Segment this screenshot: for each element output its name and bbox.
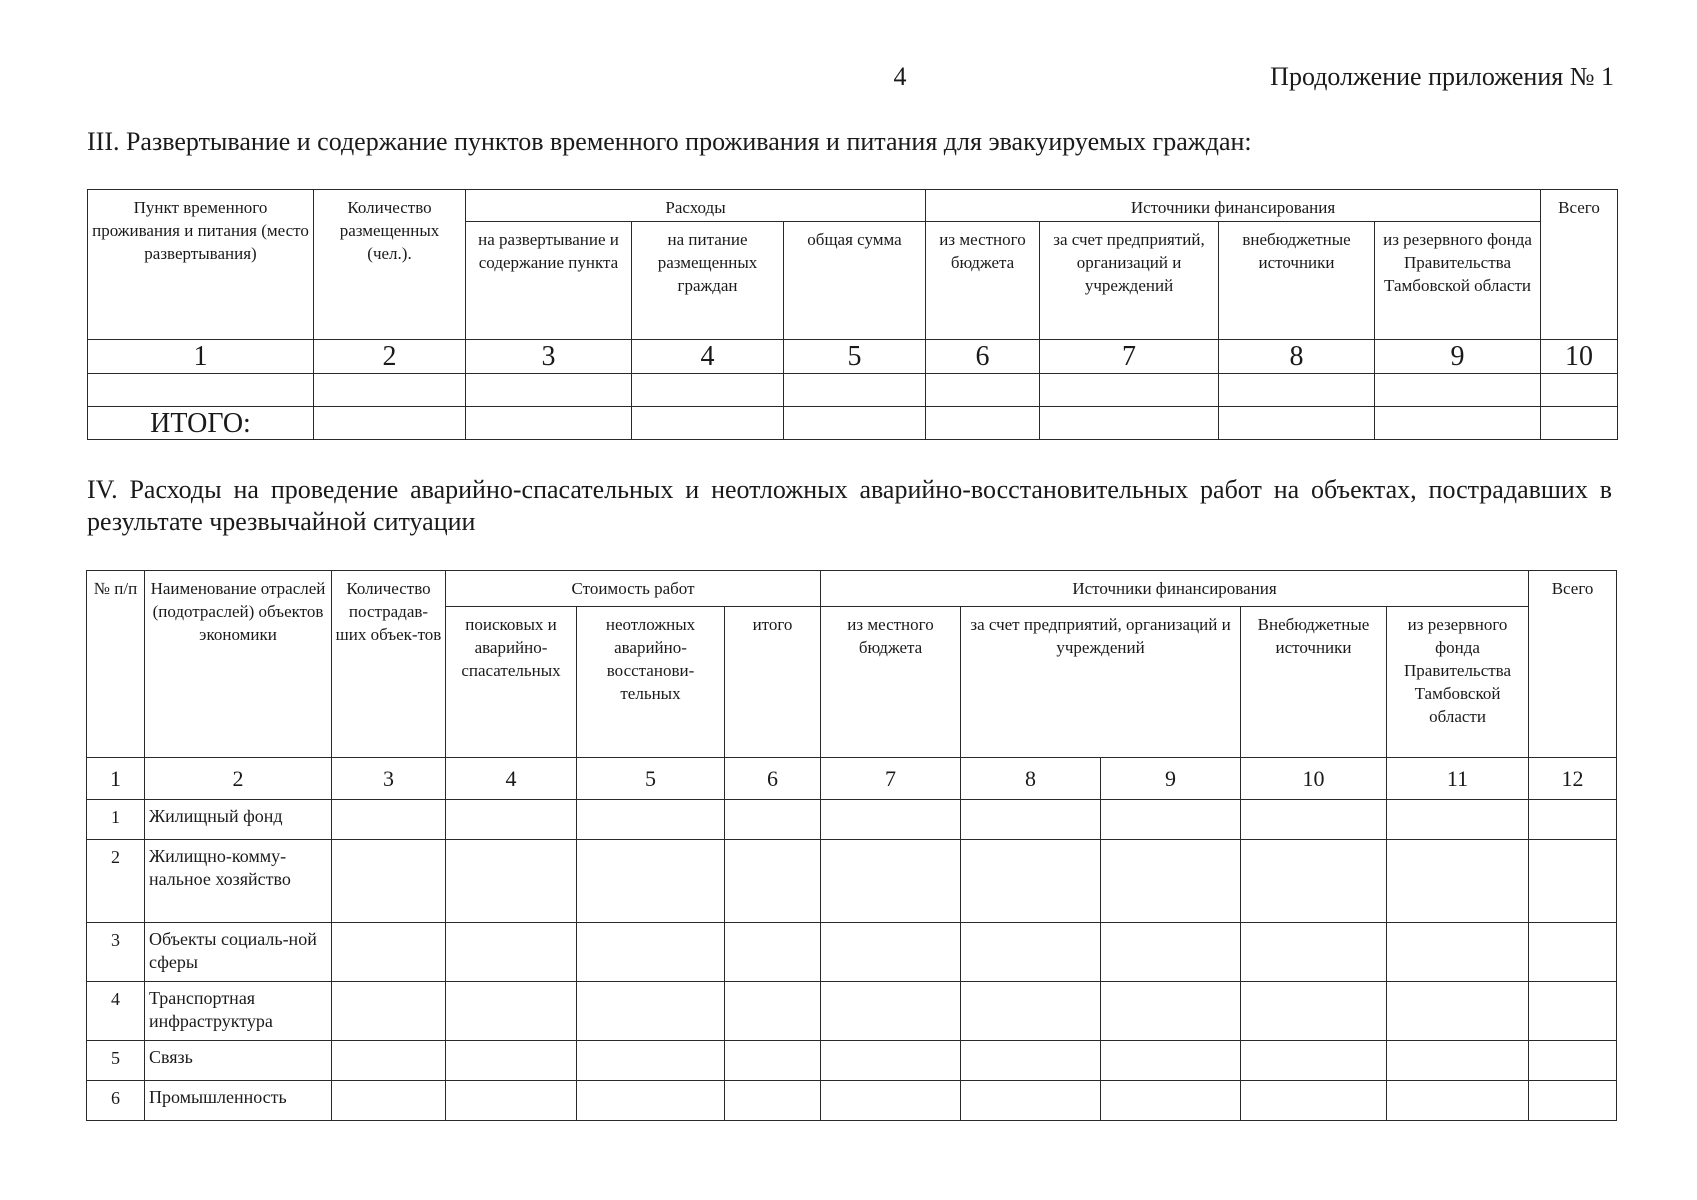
empty-cell [1387,1081,1529,1121]
header-sources: Источники финансирования [821,571,1529,607]
header-name: Наименование отраслей (подотраслей) объектов экономики [145,571,332,758]
empty-cell [332,1081,446,1121]
empty-cell [821,840,961,923]
empty-cell [1541,374,1618,407]
empty-cell [577,800,725,840]
empty-cell [961,1081,1101,1121]
header-count: Количество размещенных (чел.). [314,190,466,340]
empty-cell [725,1041,821,1081]
row-name: Промышленность [145,1081,332,1121]
header-cost-urgent: неотложных аварийно-восстанови-тельных [577,607,725,758]
empty-cell [1040,374,1219,407]
empty-cell [821,800,961,840]
column-number: 5 [784,340,926,374]
column-number: 4 [446,758,577,800]
empty-cell [1101,923,1241,982]
empty-cell [725,923,821,982]
empty-cell [577,840,725,923]
column-number: 8 [961,758,1101,800]
empty-cell [314,407,466,440]
empty-cell [1101,1041,1241,1081]
empty-cell [1040,407,1219,440]
table-row-empty [88,374,1618,407]
column-number: 1 [87,758,145,800]
header-src-local: из местного бюджета [926,222,1040,340]
empty-cell [821,1041,961,1081]
empty-cell [332,800,446,840]
header-cost-total: итого [725,607,821,758]
empty-cell [632,407,784,440]
column-number: 7 [1040,340,1219,374]
row-number: 6 [87,1081,145,1121]
empty-cell [577,982,725,1041]
empty-cell [1219,407,1375,440]
row-name: Жилищно-комму-нальное хозяйство [145,840,332,923]
page-number: 4 [893,62,907,91]
empty-cell [1387,923,1529,982]
column-number: 4 [632,340,784,374]
empty-cell [821,982,961,1041]
empty-cell [332,1041,446,1081]
empty-cell [961,1041,1101,1081]
empty-cell [446,800,577,840]
header-src-enterprises: за счет предприятий, организаций и учреждений [1040,222,1219,340]
empty-cell [446,982,577,1041]
empty-cell [961,800,1101,840]
column-number: 11 [1387,758,1529,800]
empty-cell [1101,982,1241,1041]
empty-cell [577,923,725,982]
empty-cell [1241,1041,1387,1081]
empty-cell [784,407,926,440]
empty-cell [1101,1081,1241,1121]
row-name: Объекты социаль-ной сферы [145,923,332,982]
empty-cell [466,407,632,440]
row-number: 3 [87,923,145,982]
empty-cell [961,923,1101,982]
row-number: 2 [87,840,145,923]
header-total: Всего [1541,190,1618,340]
empty-cell [332,840,446,923]
empty-cell [88,374,314,407]
column-number: 6 [725,758,821,800]
header-cost: Стоимость работ [446,571,821,607]
column-number: 2 [145,758,332,800]
empty-cell [446,923,577,982]
empty-cell [1387,1041,1529,1081]
empty-cell [961,982,1101,1041]
empty-cell [1387,800,1529,840]
empty-cell [1387,840,1529,923]
empty-cell [1241,982,1387,1041]
header-expenses: Расходы [466,190,926,222]
empty-cell [1529,982,1617,1041]
column-number: 7 [821,758,961,800]
empty-cell [314,374,466,407]
table-row [87,840,1617,923]
empty-cell [446,1081,577,1121]
table-row [87,800,1617,840]
empty-cell [1541,407,1618,440]
empty-cell [577,1081,725,1121]
empty-cell [926,374,1040,407]
header-exp-total: общая сумма [784,222,926,340]
empty-cell [1241,840,1387,923]
column-number: 8 [1219,340,1375,374]
empty-cell [1101,800,1241,840]
empty-cell [632,374,784,407]
continuation-label: Продолжение приложения № 1 [1270,62,1614,91]
empty-cell [1241,1081,1387,1121]
column-number: 10 [1241,758,1387,800]
empty-cell [725,800,821,840]
column-number: 3 [332,758,446,800]
header-total: Всего [1529,571,1617,758]
empty-cell [332,982,446,1041]
header-src-offbudget: внебюджетные источники [1219,222,1375,340]
empty-cell [577,1041,725,1081]
column-number: 9 [1101,758,1241,800]
row-number: 4 [87,982,145,1041]
total-row-label: ИТОГО: [88,407,314,440]
column-number: 6 [926,340,1040,374]
empty-cell [1529,1041,1617,1081]
empty-cell [1529,923,1617,982]
column-number: 12 [1529,758,1617,800]
header-point: Пункт временного проживания и питания (место развертывания) [88,190,314,340]
empty-cell [821,1081,961,1121]
header-src-enterprises: за счет предприятий, организаций и учреждений [961,607,1241,758]
empty-cell [1241,800,1387,840]
empty-cell [784,374,926,407]
empty-cell [821,923,961,982]
empty-cell [466,374,632,407]
empty-cell [1241,923,1387,982]
empty-cell [332,923,446,982]
section-4-title: IV. Расходы на проведение аварийно-спасательных и неотложных аварийно-восстановительных работ на объектах, пострадавших в результате чрезвычайной ситуации [87,475,1612,536]
empty-cell [1529,840,1617,923]
table-row [87,1041,1617,1081]
empty-cell [446,840,577,923]
column-number: 9 [1375,340,1541,374]
header-src-reserve: из резервного фонда Правительства Тамбовской области [1375,222,1541,340]
header-no: № п/п [87,571,145,758]
empty-cell [446,1041,577,1081]
table-row [87,923,1617,982]
empty-cell [725,982,821,1041]
empty-cell [926,407,1040,440]
column-number: 2 [314,340,466,374]
table-row [87,1081,1617,1121]
table-section-3 [87,189,1618,440]
header-exp-deploy: на развертывание и содержание пункта [466,222,632,340]
header-count: Количество пострадав-ших объек-тов [332,571,446,758]
empty-cell [725,840,821,923]
row-number: 5 [87,1041,145,1081]
column-number: 5 [577,758,725,800]
empty-cell [725,1081,821,1121]
header-src-local: из местного бюджета [821,607,961,758]
empty-cell [1101,840,1241,923]
empty-cell [1529,800,1617,840]
row-name: Транспортная инфраструктура [145,982,332,1041]
table-row-total [88,407,1618,440]
table-section-4 [86,570,1617,1121]
header-sources: Источники финансирования [926,190,1541,222]
column-number: 3 [466,340,632,374]
empty-cell [1219,374,1375,407]
empty-cell [1375,374,1541,407]
table-row [87,982,1617,1041]
section-3-title: III. Развертывание и содержание пунктов временного проживания и питания для эвакуируемых граждан: [87,127,1252,156]
empty-cell [1387,982,1529,1041]
column-number: 1 [88,340,314,374]
empty-cell [1375,407,1541,440]
row-name: Связь [145,1041,332,1081]
header-exp-food: на питание размещенных граждан [632,222,784,340]
column-number: 10 [1541,340,1618,374]
empty-cell [961,840,1101,923]
header-src-offbudget: Внебюджетные источники [1241,607,1387,758]
row-name: Жилищный фонд [145,800,332,840]
header-cost-search: поисковых и аварийно-спасательных [446,607,577,758]
empty-cell [1529,1081,1617,1121]
row-number: 1 [87,800,145,840]
header-src-reserve: из резервного фонда Правительства Тамбовской области [1387,607,1529,758]
